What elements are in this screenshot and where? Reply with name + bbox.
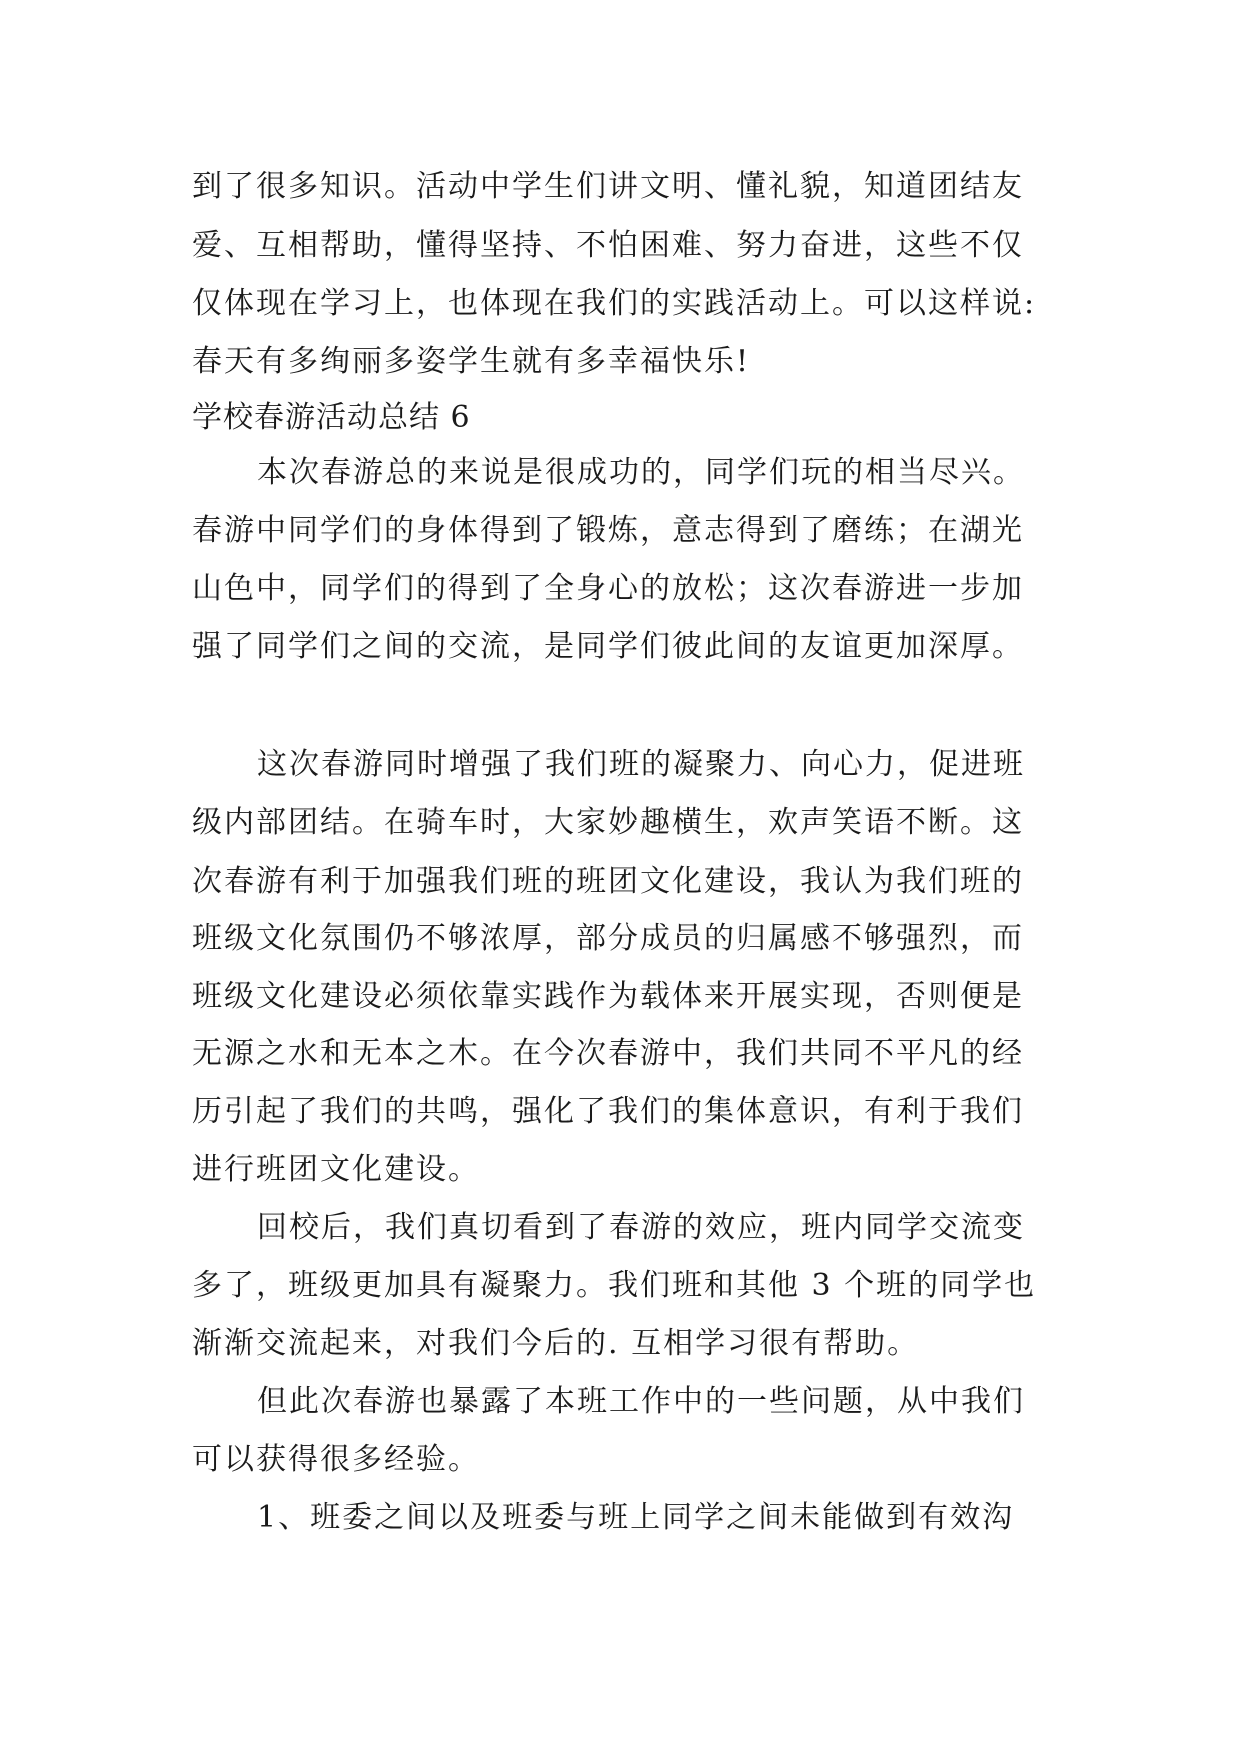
body-text-line: 班级文化氛围仍不够浓厚，部分成员的归属感不够强烈，而	[192, 921, 1024, 956]
body-text-line: 春游中同学们的身体得到了锻炼，意志得到了磨练；在湖光	[192, 513, 1024, 548]
body-text-line: 春天有多绚丽多姿学生就有多幸福快乐!	[192, 344, 751, 379]
body-text-line: 强了同学们之间的交流，是同学们彼此间的友谊更加深厚。	[192, 629, 1024, 664]
paragraph-first-line: 这次春游同时增强了我们班的凝聚力、向心力，促进班	[257, 747, 1025, 782]
body-text-line: 班级文化建设必须依靠实践作为载体来开展实现，否则便是	[192, 979, 1024, 1014]
body-text-line: 仅体现在学习上，也体现在我们的实践活动上。可以这样说:	[192, 286, 1037, 321]
body-text-line: 渐渐交流起来，对我们今后的. 互相学习很有帮助。	[192, 1326, 920, 1361]
body-text-line: 进行班团文化建设。	[192, 1152, 480, 1187]
body-text-line: 山色中，同学们的得到了全身心的放松；这次春游进一步加	[192, 571, 1024, 606]
body-text-line: 次春游有利于加强我们班的班团文化建设，我认为我们班的	[192, 864, 1024, 899]
body-text-line: 爱、互相帮助，懂得坚持、不怕困难、努力奋进，这些不仅	[192, 228, 1024, 263]
body-text-line: 级内部团结。在骑车时，大家妙趣横生，欢声笑语不断。这	[192, 805, 1024, 840]
paragraph-first-line: 回校后，我们真切看到了春游的效应，班内同学交流变	[257, 1210, 1025, 1245]
paragraph-first-line: 但此次春游也暴露了本班工作中的一些问题，从中我们	[257, 1384, 1025, 1419]
section-heading: 学校春游活动总结 6	[192, 400, 471, 435]
paragraph-first-line: 本次春游总的来说是很成功的，同学们玩的相当尽兴。	[257, 455, 1025, 490]
body-text-line: 可以获得很多经验。	[192, 1442, 480, 1477]
body-text-line: 历引起了我们的共鸣，强化了我们的集体意识，有利于我们	[192, 1094, 1024, 1129]
body-text-line: 到了很多知识。活动中学生们讲文明、懂礼貌，知道团结友	[192, 169, 1024, 204]
body-text-line: 无源之水和无本之木。在今次春游中，我们共同不平凡的经	[192, 1036, 1024, 1071]
body-text-line: 多了，班级更加具有凝聚力。我们班和其他 3 个班的同学也	[192, 1268, 1037, 1303]
list-item-line: 1、班委之间以及班委与班上同学之间未能做到有效沟	[257, 1500, 1015, 1535]
